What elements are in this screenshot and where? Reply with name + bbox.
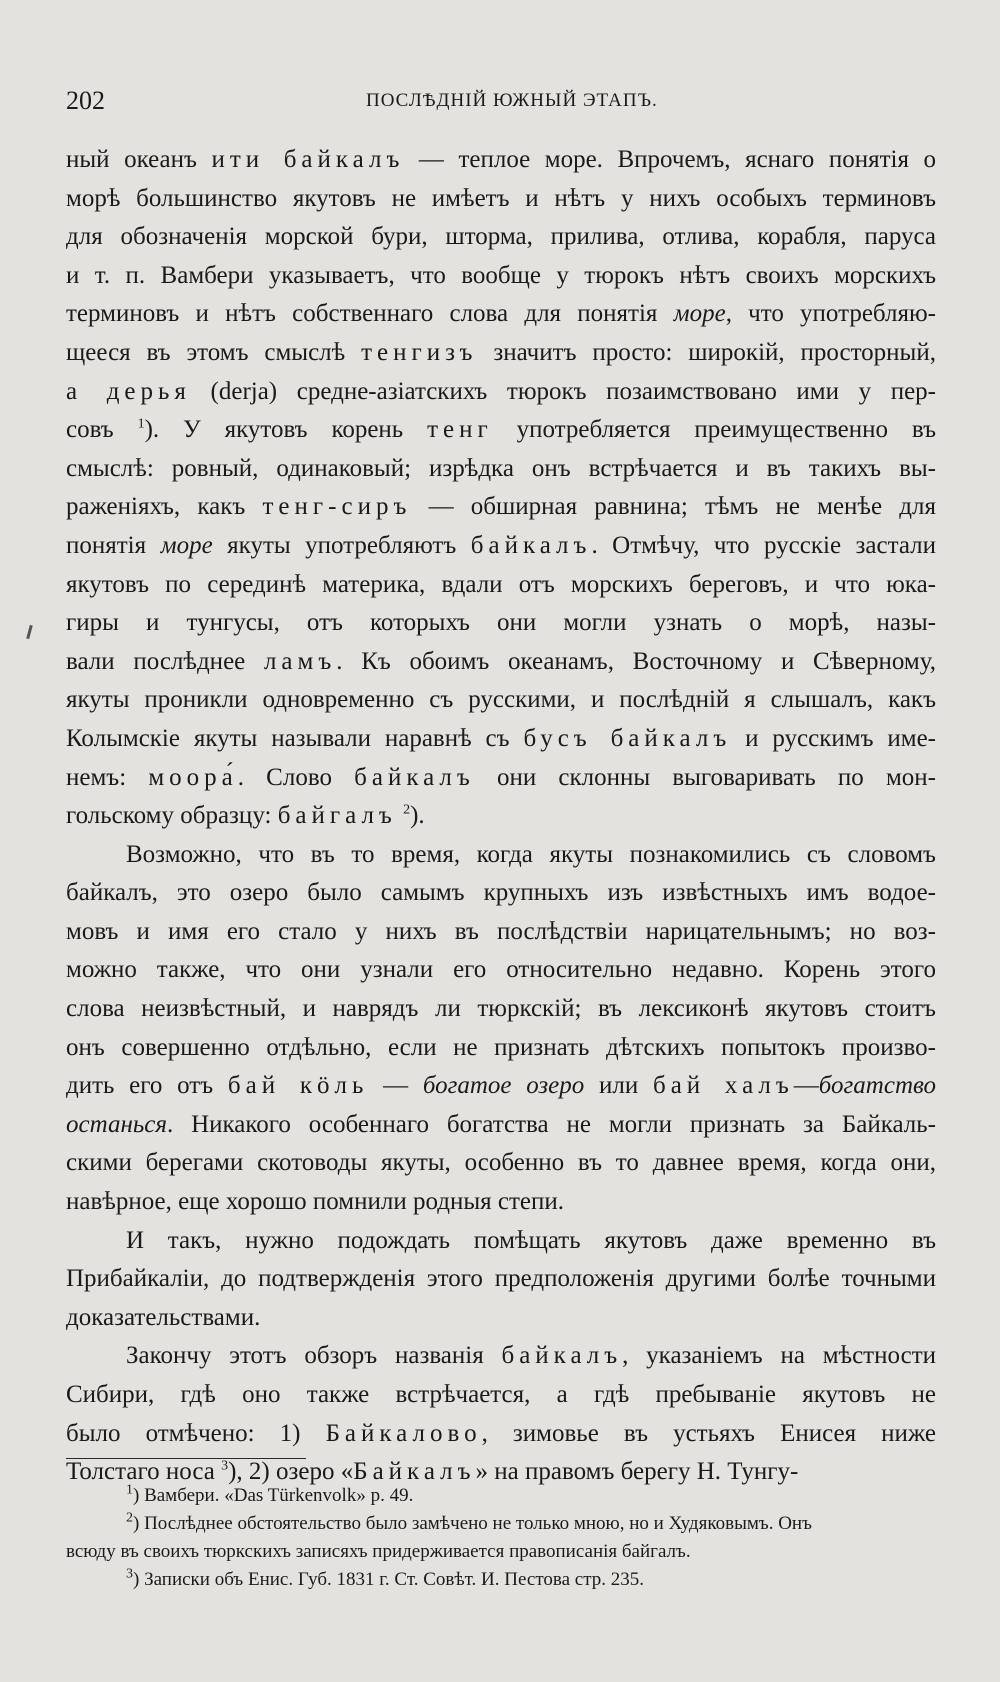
footnote-ref: 3	[221, 1458, 229, 1474]
text-run: Толстаго носа	[66, 1458, 222, 1486]
body-text	[66, 141, 936, 1492]
text-run: гиры и тунгусы, отъ которыхъ они могли узнать о морѣ, назы-	[66, 609, 936, 637]
text-line	[66, 450, 936, 489]
text-run: И такъ, нужно подождать помѣщать якутовъ даже временно въ	[126, 1226, 936, 1254]
text-line	[66, 334, 936, 373]
text-run: совъ	[66, 416, 138, 444]
text-run: Колымскіе якуты называли наравнѣ съ	[66, 724, 524, 752]
footnote-ref: 2	[403, 802, 411, 818]
text-line	[66, 1415, 936, 1454]
text-line	[66, 913, 936, 952]
italic-term: море	[673, 300, 726, 328]
text-run: доказательствами.	[66, 1303, 261, 1331]
text-line	[66, 1376, 936, 1415]
text-line	[66, 295, 936, 334]
text-line	[66, 1337, 936, 1376]
text-run: раженіяхъ, какъ	[66, 493, 263, 521]
text-run: ).	[410, 802, 425, 830]
footnote	[66, 1482, 936, 1510]
spaced-term: ити байкалъ	[211, 146, 405, 173]
text-line	[66, 951, 936, 990]
text-run: Возможно, что въ то время, когда якуты познакомились съ словомъ	[126, 840, 936, 868]
paragraph-4	[66, 1337, 936, 1491]
text-run: мовъ и имя его стало у нихъ въ послѣдствіи нарицательнымъ; но воз-	[66, 917, 936, 945]
italic-term: богатство	[818, 1072, 937, 1100]
text-run: якуты употребляютъ	[212, 531, 471, 559]
spaced-term: ламъ	[263, 647, 337, 675]
text-line	[66, 1029, 936, 1068]
text-run: » на правомъ берегу Н. Тунгу-	[475, 1458, 799, 1486]
text-run: . Слово	[237, 763, 355, 791]
text-line	[66, 373, 936, 412]
text-run: . Отмѣчу, что русскіе застали	[591, 531, 936, 559]
italic-term: богатое озеро	[422, 1072, 585, 1100]
text-line	[66, 257, 936, 296]
text-run: было отмѣчено: 1)	[66, 1419, 326, 1447]
text-run: . Къ обоимъ океанамъ, Восточному и Сѣверному,	[336, 647, 936, 675]
text-run: ), 2) озеро «	[228, 1458, 354, 1486]
footnote-text: всюду въ своихъ тюркскихъ записяхъ придерживается правописанія байгалъ.	[66, 1541, 691, 1562]
text-run: щееся въ этомъ смыслѣ	[66, 338, 362, 366]
text-run: понятія	[66, 531, 161, 559]
text-line	[66, 411, 936, 450]
text-line	[66, 527, 936, 566]
text-run: или	[584, 1072, 653, 1100]
text-run: ). У якутовъ корень	[144, 416, 428, 444]
italic-term: море	[160, 531, 213, 559]
running-head: ПОСЛѢДНІЙ ЮЖНЫЙ ЭТАПЪ.	[366, 90, 658, 111]
text-run: байкалъ, это озеро было самымъ крупныхъ изъ извѣстныхъ имъ водое-	[66, 879, 936, 907]
text-line	[66, 1067, 936, 1106]
footnote-mark: 3	[126, 1566, 133, 1582]
text-run: и русскимъ име-	[731, 724, 936, 752]
text-run: значитъ просто: широкій, просторный,	[477, 338, 936, 366]
spaced-term: бусъ байкалъ	[523, 724, 732, 752]
text-line	[66, 218, 936, 257]
page-header	[66, 86, 936, 126]
text-line	[66, 141, 936, 180]
page-number: 202	[66, 86, 105, 115]
footnote-mark: 2	[126, 1510, 133, 1526]
footnote-ref: 1	[137, 416, 145, 432]
text-run: употребляется преимущественно въ	[492, 416, 936, 444]
text-run: —	[368, 1072, 423, 1100]
footnote-text: ) Записки объ Енис. Губ. 1831 г. Ст. Совѣт. И. Пестова стр. 235.	[133, 1569, 645, 1590]
text-run: терминовъ и нѣтъ собственнаго слова для понятія	[66, 300, 674, 328]
text-run: слова неизвѣстный, и наврядъ ли тюркскій; въ лексиконѣ якутовъ стоитъ	[66, 995, 936, 1023]
footnotes	[66, 1482, 936, 1594]
text-line	[66, 1222, 936, 1261]
text-run: немъ:	[66, 763, 149, 791]
footnote	[66, 1510, 936, 1538]
spaced-term: байкалъ	[354, 763, 475, 791]
text-run: Сибири, гдѣ оно также встрѣчается, а гдѣ пребываніе якутовъ не	[66, 1381, 936, 1408]
spaced-term: а дерья	[66, 377, 191, 405]
spaced-term: Байкалъ	[353, 1458, 476, 1486]
italic-term: останься	[66, 1110, 167, 1138]
text-run: скими берегами скотоводы якуты, особенно въ то давнее время, когда они,	[66, 1149, 936, 1177]
text-line	[66, 1106, 936, 1145]
text-run: —	[793, 1072, 819, 1100]
text-line	[66, 1260, 936, 1299]
text-run: смыслѣ: ровный, одинаковый; изрѣдка онъ встрѣчается и въ такихъ вы-	[66, 454, 936, 482]
text-line	[66, 990, 936, 1029]
text-run: Прибайкаліи, до подтвержденія этого предположенія другими болѣе точными	[66, 1265, 936, 1293]
text-run: (derja) средне-азіатскихъ тюрокъ позаимствовано ими у пер-	[190, 377, 937, 405]
text-run: Закончу этотъ обзоръ названія	[126, 1342, 502, 1370]
text-line	[66, 1144, 936, 1183]
text-line	[66, 180, 936, 219]
text-run: для обозначенія морской бури, шторма, прилива, отлива, корабля, паруса	[66, 223, 936, 251]
spaced-term: байкалъ	[501, 1342, 623, 1370]
text-run: навѣрное, еще хорошо помнили родныя степи.	[66, 1188, 565, 1216]
text-run: — теплое море. Впрочемъ, яснаго понятія о	[404, 146, 936, 173]
text-line	[66, 1299, 936, 1338]
footnote-text: ) Вамбери. «Das Türkenvolk» p. 49.	[133, 1485, 414, 1506]
spaced-term: тенг-сиръ	[262, 493, 412, 521]
paragraph-2	[66, 836, 936, 1222]
text-line	[66, 488, 936, 527]
footnote-rule	[66, 1458, 306, 1459]
text-run: можно также, что они узнали его относительно недавно. Корень этого	[66, 956, 936, 984]
footnote-mark: 1	[126, 1482, 133, 1498]
text-line	[66, 797, 936, 836]
spaced-term: моора́	[148, 763, 238, 791]
spaced-term: бай халъ	[652, 1072, 794, 1100]
text-line	[66, 681, 936, 720]
footnote	[66, 1566, 936, 1594]
spaced-term: байгалъ	[277, 802, 397, 830]
text-run: вали послѣднее	[66, 647, 264, 675]
text-line	[66, 604, 936, 643]
text-run: , указаніемъ на мѣстности	[622, 1342, 937, 1370]
text-run: гольскому образцу:	[66, 802, 278, 830]
text-line	[66, 566, 936, 605]
spaced-term: Байкалово	[325, 1419, 482, 1447]
spaced-term: тенгизъ	[361, 338, 478, 366]
text-run: — обширная равнина; тѣмъ не менѣе для	[411, 493, 936, 521]
text-line	[66, 720, 936, 759]
footnote	[66, 1538, 936, 1566]
text-run: они склонны выговаривать по мон-	[474, 763, 936, 791]
text-run: . Никакого особеннаго богатства не могли признать за Байкаль-	[166, 1110, 936, 1138]
text-run: ный океанъ	[66, 146, 212, 173]
text-run: морѣ большинство якутовъ не имѣетъ и нѣтъ у нихъ особыхъ терминовъ	[66, 184, 936, 212]
text-line	[66, 643, 936, 682]
text-run: , что употребляю-	[725, 300, 937, 328]
text-line	[66, 759, 936, 798]
paragraph-1	[66, 141, 936, 836]
text-line	[66, 1183, 936, 1222]
text-run: якуты проникли одновременно съ русскими, и послѣдній я слышалъ, какъ	[66, 686, 936, 714]
text-line	[66, 836, 936, 875]
text-line	[66, 874, 936, 913]
text-run: дить его отъ	[66, 1072, 228, 1100]
spaced-term: байкалъ	[470, 531, 592, 559]
text-run: , зимовье въ устьяхъ Енисея ниже	[481, 1419, 936, 1447]
text-run: и т. п. Вамбери указываетъ, что вообще у тюрокъ нѣтъ своихъ морскихъ	[66, 261, 936, 289]
text-run: онъ совершенно отдѣльно, если не признать дѣтскихъ попытокъ произво-	[66, 1033, 936, 1061]
footnote-text: ) Послѣднее обстоятельство было замѣчено не только мною, но и Худяковымъ. Онъ	[133, 1513, 812, 1534]
margin-mark	[26, 625, 33, 639]
text-run: якутовъ по серединѣ материка, вдали отъ морскихъ береговъ, и что юка-	[66, 570, 936, 598]
spaced-term: тенг	[427, 416, 493, 444]
spaced-term: бай кöль	[227, 1072, 369, 1100]
paragraph-3	[66, 1222, 936, 1338]
